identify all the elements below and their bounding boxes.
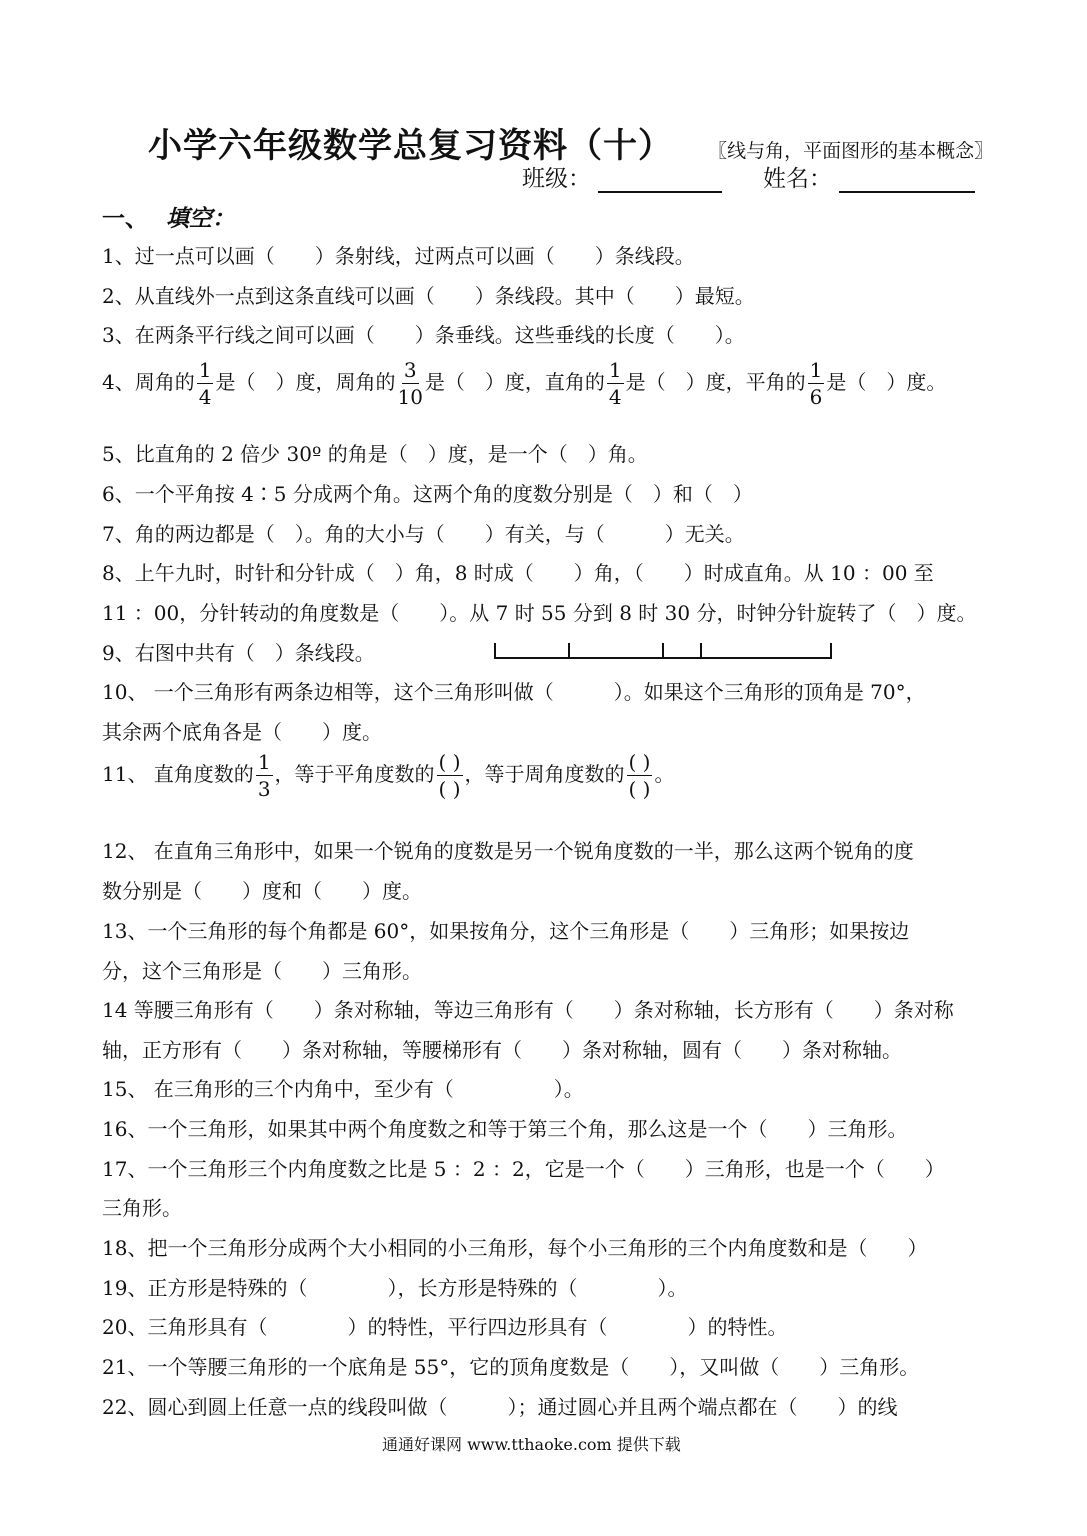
question-12-line-1: 12、 在直角三角形中，如果一个锐角的度数是另一个锐角度数的一半，那么这两个锐角的度 xyxy=(102,839,914,863)
q4-text-1: 4、周角的 xyxy=(102,370,195,394)
page-subtitle: 〖线与角，平面图形的基本概念〗 xyxy=(708,140,994,162)
fraction-1-6: $\frac{1}{6}$ xyxy=(809,358,823,409)
question-17-line-2: 三角形。 xyxy=(102,1196,182,1220)
question-15: 15、 在三角形的三个内角中，至少有（ ）。 xyxy=(102,1077,584,1101)
q4-text-5: 是（ ）度。 xyxy=(826,370,947,394)
question-21: 21、一个等腰三角形的一个底角是 55°，它的顶角度数是（ ），又叫做（ ）三角形。 xyxy=(102,1355,920,1379)
question-5: 5、比直角的 2 倍少 30º 的角是（ ）度，是一个（ ）角。 xyxy=(102,442,648,466)
line-segment-figure xyxy=(494,641,832,659)
segment-tick xyxy=(700,643,702,659)
name-blank xyxy=(839,167,975,193)
question-19: 19、正方形是特殊的（ ），长方形是特殊的（ ）。 xyxy=(102,1276,688,1300)
question-8-line-2: 11 ：00，分针转动的角度数是（ ）。从 7 时 55 分到 8 时 30 分，时钟分针旋转了（ ）度。 xyxy=(102,601,977,625)
question-10-line-2: 其余两个底角各是（ ）度。 xyxy=(102,720,382,744)
class-label: 班级： xyxy=(522,166,591,192)
q11-text-3: ，等于周角度数的 xyxy=(464,762,625,786)
question-22: 22、圆心到圆上任意一点的线段叫做（ ）；通过圆心并且两个端点都在（ ）的线 xyxy=(102,1395,898,1419)
question-16: 16、一个三角形，如果其中两个角度数之和等于第三个角，那么这是一个（ ）三角形。 xyxy=(102,1117,908,1141)
footer-source: 通通好课网 www.tthaoke.com 提供下载 xyxy=(382,1435,681,1454)
question-14-line-2: 轴，正方形有（ ）条对称轴，等腰梯形有（ ）条对称轴，圆有（ ）条对称轴。 xyxy=(102,1038,902,1062)
question-6: 6、一个平角按 4∶5 分成两个角。这两个角的度数分别是（ ）和（ ） xyxy=(102,482,753,506)
section-title: 填空： xyxy=(166,205,235,232)
fraction-3-10: $\frac{3}{10}$ xyxy=(397,358,423,409)
question-13-line-1: 13、一个三角形的每个角都是 60°，如果按角分，这个三角形是（ ）三角形；如果按边 xyxy=(102,919,910,943)
segment-tick xyxy=(830,643,832,659)
section-heading xyxy=(102,200,235,233)
segment-tick xyxy=(662,643,664,659)
question-7: 7、角的两边都是（ ）。角的大小与（ ）有关，与（ ）无关。 xyxy=(102,522,745,546)
question-14-line-1: 14 等腰三角形有（ ）条对称轴，等边三角形有（ ）条对称轴，长方形有（ ）条对称 xyxy=(102,998,954,1022)
question-13-line-2: 分，这个三角形是（ ）三角形。 xyxy=(102,959,422,983)
segment-tick xyxy=(494,643,496,659)
fraction-1-4-b: $\frac{1}{4}$ xyxy=(608,358,622,409)
segment-tick xyxy=(568,643,570,659)
question-20: 20、三角形具有（ ）的特性，平行四边形具有（ ）的特性。 xyxy=(102,1315,788,1339)
fraction-blank-1: $\frac{( )}{( )}$ xyxy=(438,750,461,801)
question-3: 3、在两条平行线之间可以画（ ）条垂线。这些垂线的长度（ ）。 xyxy=(102,323,745,347)
q11-text-1: 11、 直角度数的 xyxy=(102,762,254,786)
question-8-line-1: 8、上午九时，时针和分针成（ ）角，8 时成（ ）角，（ ）时成直角。从 10 ：00 至 xyxy=(102,561,934,585)
question-10-line-1: 10、 一个三角形有两条边相等，这个三角形叫做（ ）。如果这个三角形的顶角是 70°， xyxy=(102,680,926,704)
question-2: 2、从直线外一点到这条直线可以画（ ）条线段。其中（ ）最短。 xyxy=(102,284,755,308)
question-12-line-2: 数分别是（ ）度和（ ）度。 xyxy=(102,879,422,903)
page-title: 小学六年级数学总复习资料（十） xyxy=(148,126,673,166)
class-blank xyxy=(598,167,722,193)
question-11 xyxy=(102,752,674,799)
q11-text-4: 。 xyxy=(654,762,675,786)
student-info-row xyxy=(522,160,975,193)
section-number: 一、 xyxy=(102,205,148,232)
question-17-line-1: 17、一个三角形三个内角度数之比是 5 ：2 ：2，它是一个（ ）三角形，也是一个（ ） xyxy=(102,1157,945,1181)
fraction-1-4: $\frac{1}{4}$ xyxy=(198,358,212,409)
q11-text-2: ，等于平角度数的 xyxy=(274,762,435,786)
question-18: 18、把一个三角形分成两个大小相同的小三角形，每个小三角形的三个内角度数和是（ ） xyxy=(102,1236,928,1260)
q4-text-3: 是（ ）度，直角的 xyxy=(424,370,605,394)
fraction-1-3: $\frac{1}{3}$ xyxy=(257,750,271,801)
name-label: 姓名： xyxy=(762,166,832,192)
question-1: 1、过一点可以画（ ）条射线，过两点可以画（ ）条线段。 xyxy=(102,244,695,268)
fraction-blank-2: $\frac{( )}{( )}$ xyxy=(628,750,651,801)
q4-text-4: 是（ ）度，平角的 xyxy=(625,370,806,394)
question-4 xyxy=(102,360,946,407)
question-9: 9、右图中共有（ ）条线段。 xyxy=(102,641,375,665)
q4-text-2: 是（ ）度，周角的 xyxy=(215,370,396,394)
